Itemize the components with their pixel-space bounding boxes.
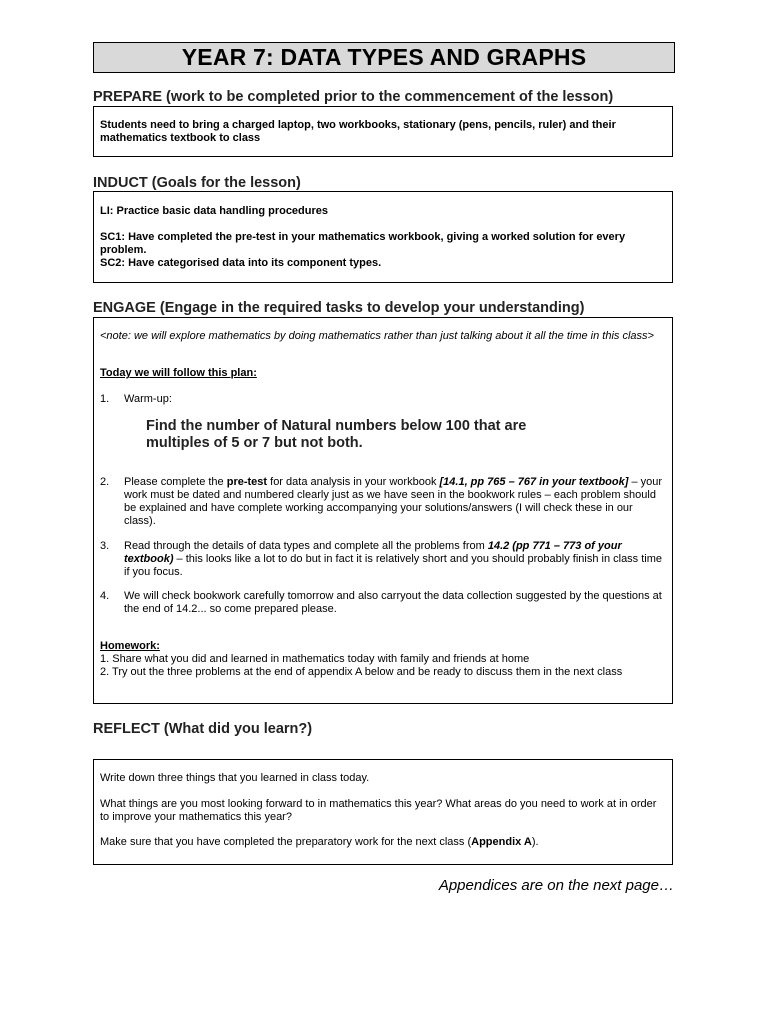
textbook-ref-14-2: 14.2 (pp 771 – 773 of your textbook) <box>124 540 622 565</box>
plan-item-text: We will check bookwork carefully tomorrow and also carryout the data collection suggested by the questions at the end of 14.2... so come prepared please. <box>124 590 662 615</box>
reflect-heading: REFLECT (What did you learn?) <box>93 721 313 737</box>
reflect-line-3: Make sure that you have completed the preparatory work for the next class (Appendix A). <box>100 836 539 848</box>
textbook-ref-14-1: [14.1, pp 765 – 767 in your textbook] <box>439 476 629 488</box>
induct-box <box>93 191 673 283</box>
plan-item-1 <box>100 393 664 406</box>
appendix-a-ref: Appendix A <box>471 836 532 848</box>
plan-item-text: Read through the details of data types and complete all the problems from 14.2 (pp 771 – 773 of your textbook) – this looks like a lot to do but in fact it is relatively short and you should probably finish in class time if you focus. <box>124 540 663 578</box>
plan-item-text: Please complete the pre-test for data analysis in your workbook [14.1, pp 765 – 767 in your textbook] – your work must be dated and numbered clearly just as we have seen in the bookwork rules – each problem should be explained and have complete working accompanying your solutions/answers (I will check these in our class). <box>124 476 663 527</box>
learning-intention: LI: Practice basic data handling procedures <box>100 205 329 217</box>
induct-heading: INDUCT (Goals for the lesson) <box>93 175 301 191</box>
reflect-line-1: Write down three things that you learned in class today. <box>100 772 370 784</box>
engage-heading: ENGAGE (Engage in the required tasks to develop your understanding) <box>93 300 585 316</box>
engage-note: <note: we will explore mathematics by doing mathematics rather than just talking about it all the time in this class> <box>100 330 654 342</box>
plan-item-text: Warm-up: <box>124 393 172 405</box>
homework-item-1: 1. Share what you did and learned in mathematics today with family and friends at home <box>100 653 530 665</box>
warmup-question: Find the number of Natural numbers below 100 that are multiples of 5 or 7 but not both. <box>146 418 527 451</box>
success-criteria-2: SC2: Have categorised data into its component types. <box>100 257 382 269</box>
plan-item-4 <box>100 590 664 616</box>
reflect-box <box>93 759 673 865</box>
plan-item-3 <box>100 540 664 579</box>
plan-heading: Today we will follow this plan: <box>100 367 257 379</box>
plan-item-number: 4. <box>100 590 110 602</box>
prepare-heading: PREPARE (work to be completed prior to the commencement of the lesson) <box>93 89 614 105</box>
plan-item-number: 2. <box>100 476 110 488</box>
prepare-text: Students need to bring a charged laptop, two workbooks, stationary (pens, pencils, ruler) and their mathematics textbook to class <box>100 119 616 144</box>
plan-item-2 <box>100 476 664 528</box>
reflect-line-2: What things are you most looking forward to in mathematics this year? What areas do you need to work at in order to improve your mathematics this year? <box>100 798 657 823</box>
pre-test-label: pre-test <box>226 476 268 488</box>
homework-item-2: 2. Try out the three problems at the end of appendix A below and be ready to discuss them in the next class <box>100 666 623 678</box>
engage-box <box>93 317 673 704</box>
plan-item-number: 1. <box>100 393 110 405</box>
appendix-note: Appendices are on the next page… <box>438 877 674 894</box>
plan-item-number: 3. <box>100 540 110 552</box>
page-title: YEAR 7: DATA TYPES AND GRAPHS <box>93 42 675 73</box>
prepare-box <box>93 106 673 157</box>
success-criteria-1: SC1: Have completed the pre-test in your mathematics workbook, giving a worked solution for every problem. <box>100 231 626 256</box>
homework-heading: Homework: <box>100 640 160 652</box>
